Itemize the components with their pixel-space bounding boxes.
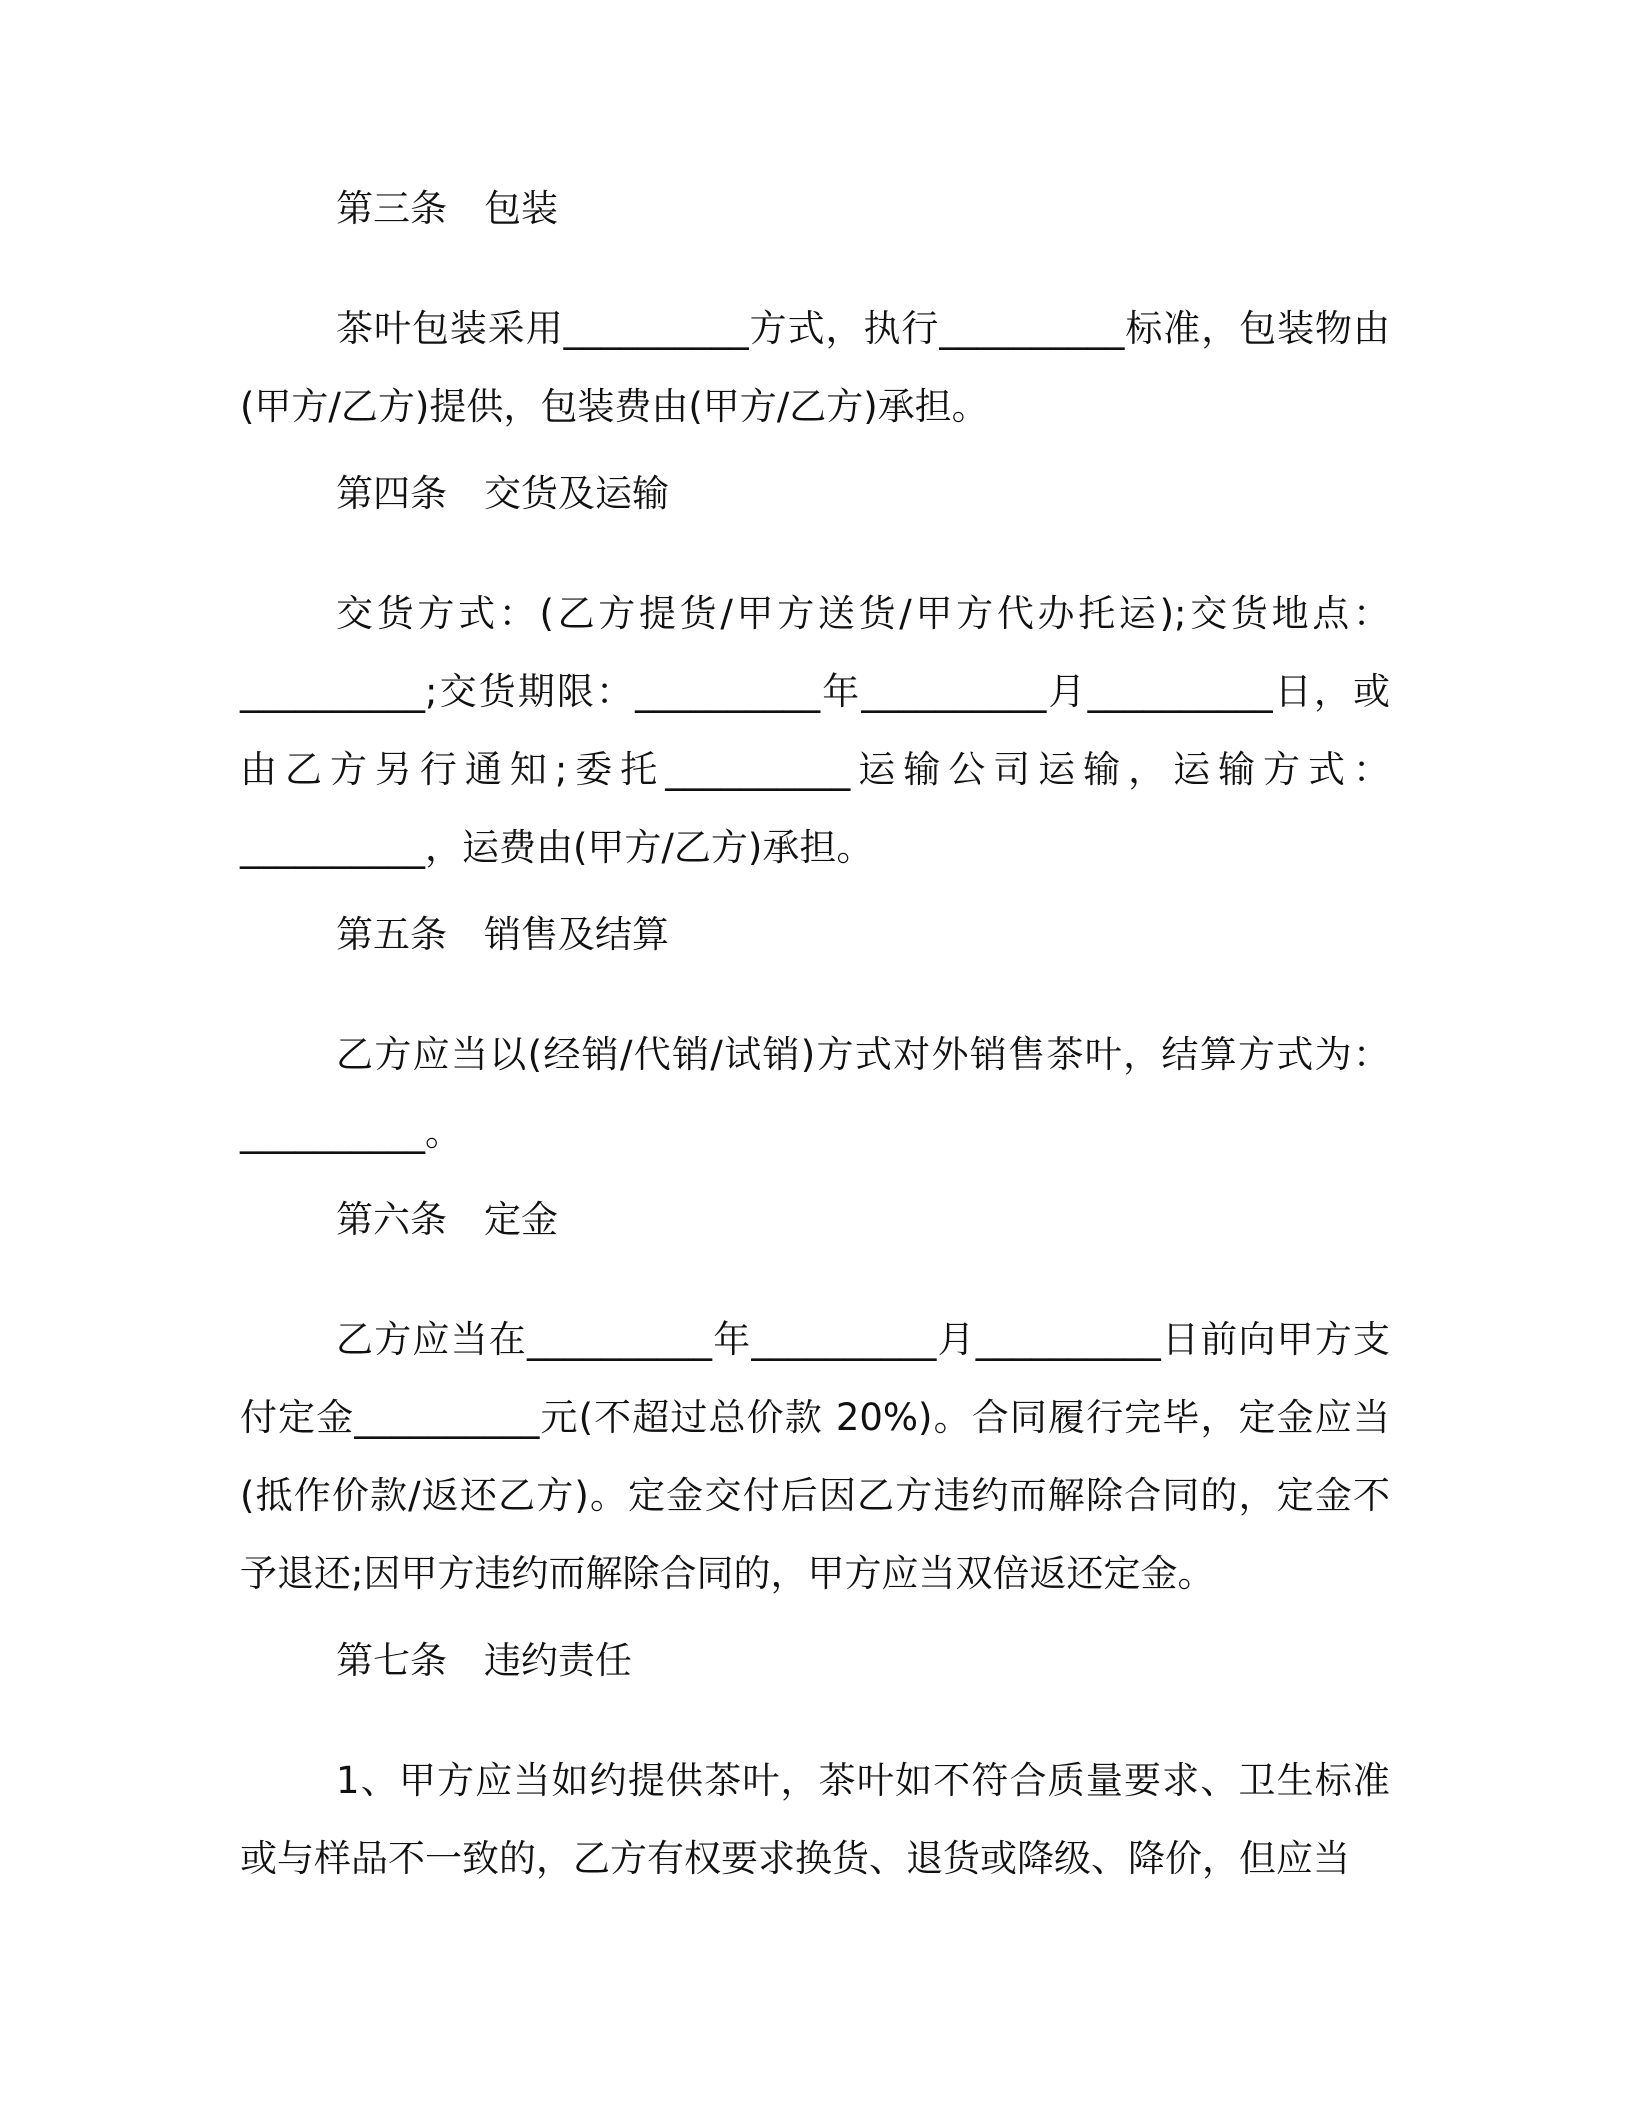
article-3-heading: 第三条 包装	[336, 187, 558, 230]
document-body	[240, 186, 1390, 1923]
article-6-paragraph-1: 乙方应当在__________年__________月__________日前向甲方支付定金__________元(不超过总价款 20%)。合同履行完毕，定金应当(抵作价款/返还乙方)。定金交付后因乙方违约而解除合同的，定金不予退还;因甲方违约而解除合同的，甲方应当双倍返还定金。	[240, 1318, 1390, 1595]
article-3-paragraph-1: 茶叶包装采用__________方式，执行__________标准，包装物由(甲方/乙方)提供，包装费由(甲方/乙方)承担。	[240, 307, 1390, 428]
article-5-paragraph-1: 乙方应当以(经销/代销/试销)方式对外销售茶叶，结算方式为：__________。	[240, 1033, 1390, 1154]
article-5-heading: 第五条 销售及结算	[336, 913, 669, 956]
article-4-heading: 第四条 交货及运输	[336, 472, 669, 515]
article-7-heading: 第七条 违约责任	[336, 1639, 632, 1682]
article-7-paragraph-1: 1、甲方应当如约提供茶叶，茶叶如不符合质量要求、卫生标准或与样品不一致的，乙方有权要求换货、退货或降级、降价，但应当	[240, 1759, 1390, 1880]
article-4-paragraph-1: 交货方式：(乙方提货/甲方送货/甲方代办托运);交货地点：__________;交货期限：__________年__________月__________日，或由乙方另行通知;委托__________运输公司运输，运输方式：__________，运费由(甲方/乙方)承担。	[240, 592, 1390, 869]
article-6-heading: 第六条 定金	[336, 1198, 558, 1241]
